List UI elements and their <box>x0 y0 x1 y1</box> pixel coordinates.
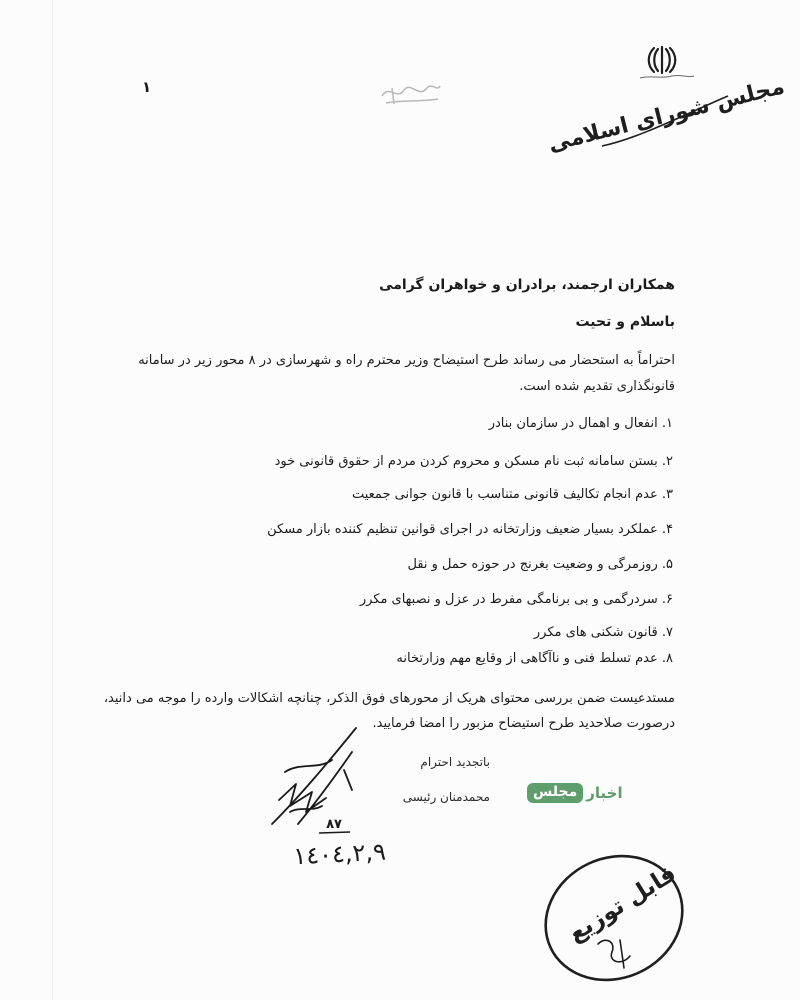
watermark-logo <box>527 780 623 806</box>
list-item: ۱. انفعال و اهمال در سازمان بنادر <box>488 416 673 431</box>
list-item: ۵. روزمرگی و وضعیت بغرنج در حوزه حمل و نقل <box>407 557 673 572</box>
letterhead-calligraphy: مجلس شورای اسلامی <box>545 74 788 158</box>
list-item: ۴. عملکرد بسیار ضعیف وزارتخانه در اجرای قوانین تنظیم کننده بازار مسکن <box>267 522 673 537</box>
salutation: همکاران ارجمند، برادران و خواهران گرامی <box>379 277 675 293</box>
list-item: ۳. عدم انجام تکالیف قانونی متناسب با قانون جوانی جمعیت <box>351 487 673 502</box>
letterhead-small-line <box>640 75 694 78</box>
closing-line: مستدعیست ضمن بررسی محتوای هریک از محورهای فوق الذکر، چنانچه اشکالات وارده را موجه می دانید، <box>103 691 675 706</box>
handwritten-ref-number: ۸۷ <box>326 817 342 832</box>
stamp-initials <box>598 940 630 968</box>
list-item: ۶. سردرگمی و بی برنامگی مفرط در عزل و نصبهای مکرر <box>359 592 673 607</box>
handwritten-date: ١٤٠٤,٢,٩ <box>292 837 387 871</box>
list-item: ۲. بستن سامانه ثبت نام مسکن و محروم کردن مردم از حقوق قانونی خود <box>274 454 673 469</box>
watermark-prefix: اخبار <box>586 784 623 802</box>
intro-line: احتراماً به استحضار می رساند طرح استیضاح وزیر محترم راه و شهرسازی در ۸ محور زیر در سامانه <box>138 353 675 368</box>
stamp-text: قابل توزیع <box>563 860 681 948</box>
handwritten-signature <box>272 728 356 824</box>
iran-emblem-icon <box>649 47 676 73</box>
signer-name: محمدمنان رئیسی <box>402 790 490 804</box>
closing-line: درصورت صلاحدید طرح استیضاح مزبور را امضا فرمایید. <box>372 716 675 731</box>
watermark-badge: مجلس <box>527 783 583 803</box>
distribution-stamp <box>525 834 703 1000</box>
list-item: ۷. قانون شکنی های مکرر <box>533 625 673 640</box>
greeting: باسلام و تحیت <box>575 314 675 330</box>
intro-line: قانونگذاری تقدیم شده است. <box>519 379 675 394</box>
signoff: باتجدید احترام <box>420 755 490 769</box>
page-number: ۱ <box>142 78 152 96</box>
list-item: ۸. عدم تسلط فنی و ناآگاهی از وقایع مهم وزارتخانه <box>396 651 673 666</box>
faint-scribble-mark <box>382 86 440 104</box>
ref-underline <box>319 832 350 833</box>
